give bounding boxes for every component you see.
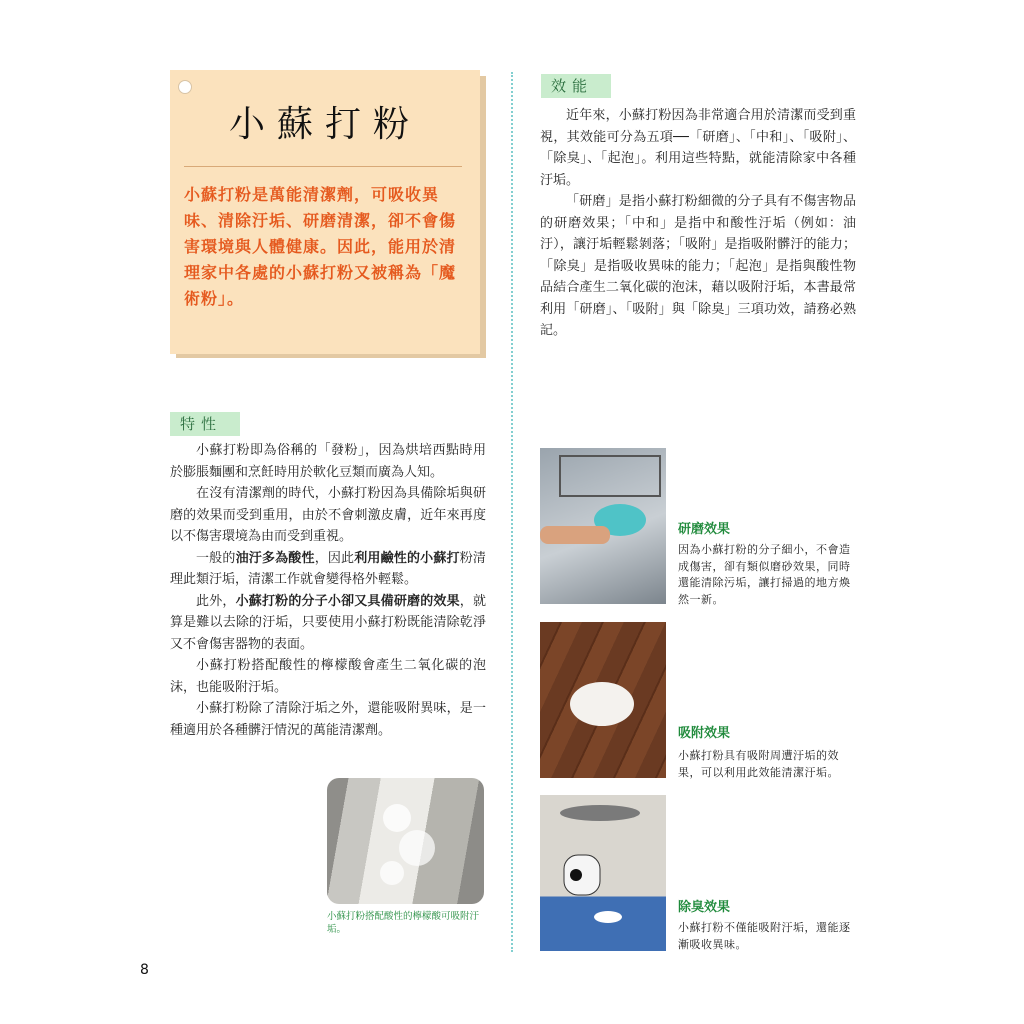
text-run: ，就算是難以去除的汙垢，只要使用小蘇打粉既能清除乾淨又不會傷害器物的表面。 xyxy=(170,593,486,652)
caption-title: 吸附效果 xyxy=(678,726,731,741)
feature-paragraph: 小蘇打粉除了清除汙垢之外，還能吸附異味，是一種適用於各種髒汙情況的萬能清潔劑。 xyxy=(170,701,486,738)
feature-heading: 特性 xyxy=(170,412,240,436)
page-number: 8 xyxy=(140,962,149,978)
feature-paragraph: 小蘇打粉搭配酸性的檸檬酸會產生二氧化碳的泡沫，也能吸附汙垢。 xyxy=(170,658,486,695)
intro-text: 小蘇打粉是萬能清潔劑，可吸收異味、清除汙垢、研磨清潔，卻不會傷害環境與人體健康。因此，能用於清理家中各處的小蘇打粉又被稱為「魔術粉」。 xyxy=(184,185,457,308)
page-title: 小蘇打粉 xyxy=(228,104,421,145)
sink-scrubbing-photo xyxy=(540,448,666,604)
powder-illustration xyxy=(540,622,666,778)
text-run: ，因此 xyxy=(314,550,355,566)
text-run: 此外， xyxy=(196,593,236,609)
glass-cleaning-photo xyxy=(327,778,484,904)
caption-text: 小蘇打粉不僅能吸附汙垢，還能逐漸吸收異味。 xyxy=(678,921,851,951)
pin-icon xyxy=(178,80,192,94)
caption-text: 小蘇打粉具有吸附周遭汙垢的效果，可以利用此效能清潔汙垢。 xyxy=(678,749,839,779)
sponge-illustration xyxy=(540,448,666,604)
emphasis-text: 小蘇打粉的分子小卻又具備研磨的效果 xyxy=(235,593,460,609)
effect-paragraph: 「研磨」是指小蘇打粉細微的分子具有不傷害物品的研磨效果；「中和」是指中和酸性汙垢（例如：油汙），讓汙垢輕鬆剝落；「吸附」是指吸附髒汙的能力；「除臭」是指吸收異味的能力；「起泡」是指與酸性物品結合產生二氧化碳的泡沫，藉以吸附汙垢，本書最常利用「研磨」、「吸附」與「除臭」三項功效，請務必熟記。 xyxy=(540,194,856,338)
text-run: 粉清理此類汙垢，清潔工作就會變得格外輕鬆。 xyxy=(170,550,486,587)
feature-paragraph: 在沒有清潔劑的時代，小蘇打粉因為具備除垢與研磨的效果而受到重用，由於不會刺激皮膚，近年來再度以不傷害環境為由而受到重視。 xyxy=(170,486,486,544)
kettle-illustration xyxy=(540,795,666,951)
column-divider xyxy=(511,72,513,952)
caption-title: 研磨效果 xyxy=(678,522,731,537)
floor-powder-photo xyxy=(540,622,666,778)
effect-paragraph: 近年來，小蘇打粉因為非常適合用於清潔而受到重視，其效能可分為五項──「研磨」、「中和」、「吸附」、「除臭」、「起泡」。利用這些特點，就能清除家中各種汙垢。 xyxy=(540,108,856,188)
effect-heading: 效能 xyxy=(541,74,611,98)
text-run: 一般的 xyxy=(196,550,236,566)
caption-title: 除臭效果 xyxy=(678,900,731,915)
photo-caption: 小蘇打粉搭配酸性的檸檬酸可吸附汙垢。 xyxy=(327,911,480,935)
foam-illustration xyxy=(327,778,484,904)
feature-paragraph xyxy=(170,591,486,656)
effect-text xyxy=(540,105,856,342)
caption-text: 因為小蘇打粉的分子細小，不會造成傷害，卻有類似磨砂效果，同時還能清除污垢，讓打掃過的地方煥然一新。 xyxy=(678,543,851,606)
emphasis-text: 利用鹼性的小蘇打 xyxy=(354,550,460,566)
feature-paragraph: 小蘇打粉即為俗稱的「發粉」，因為烘培西點時用於膨脹麵團和烹飪時用於軟化豆類而廣為人知。 xyxy=(170,443,486,480)
title-divider xyxy=(184,166,462,167)
cabinet-deodorize-photo xyxy=(540,795,666,951)
feature-paragraph xyxy=(170,548,486,591)
feature-text xyxy=(170,440,486,741)
emphasis-text: 油汙多為酸性 xyxy=(235,550,315,566)
